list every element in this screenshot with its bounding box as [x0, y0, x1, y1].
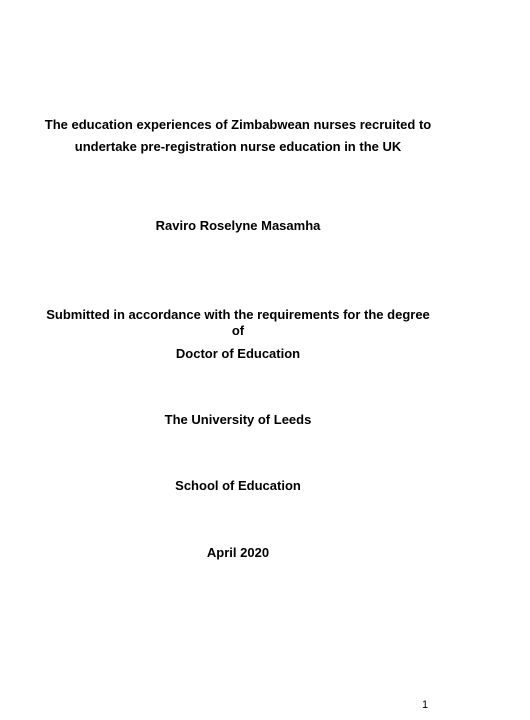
university-name: The University of Leeds [164, 412, 312, 427]
thesis-title-line-2: undertake pre-registration nurse education in the UK [74, 139, 402, 154]
degree-name: Doctor of Education [175, 346, 301, 361]
thesis-title-line-1: The education experiences of Zimbabwean nurses recruited to [44, 117, 432, 132]
submission-statement-line-1: Submitted in accordance with the requirements for the degree [46, 307, 430, 322]
page-number: 1 [422, 699, 429, 711]
author-name: Raviro Roselyne Masamha [155, 218, 321, 233]
school-name: School of Education [175, 478, 301, 493]
submission-date: April 2020 [206, 545, 270, 560]
submission-statement-line-2: of [231, 323, 245, 338]
